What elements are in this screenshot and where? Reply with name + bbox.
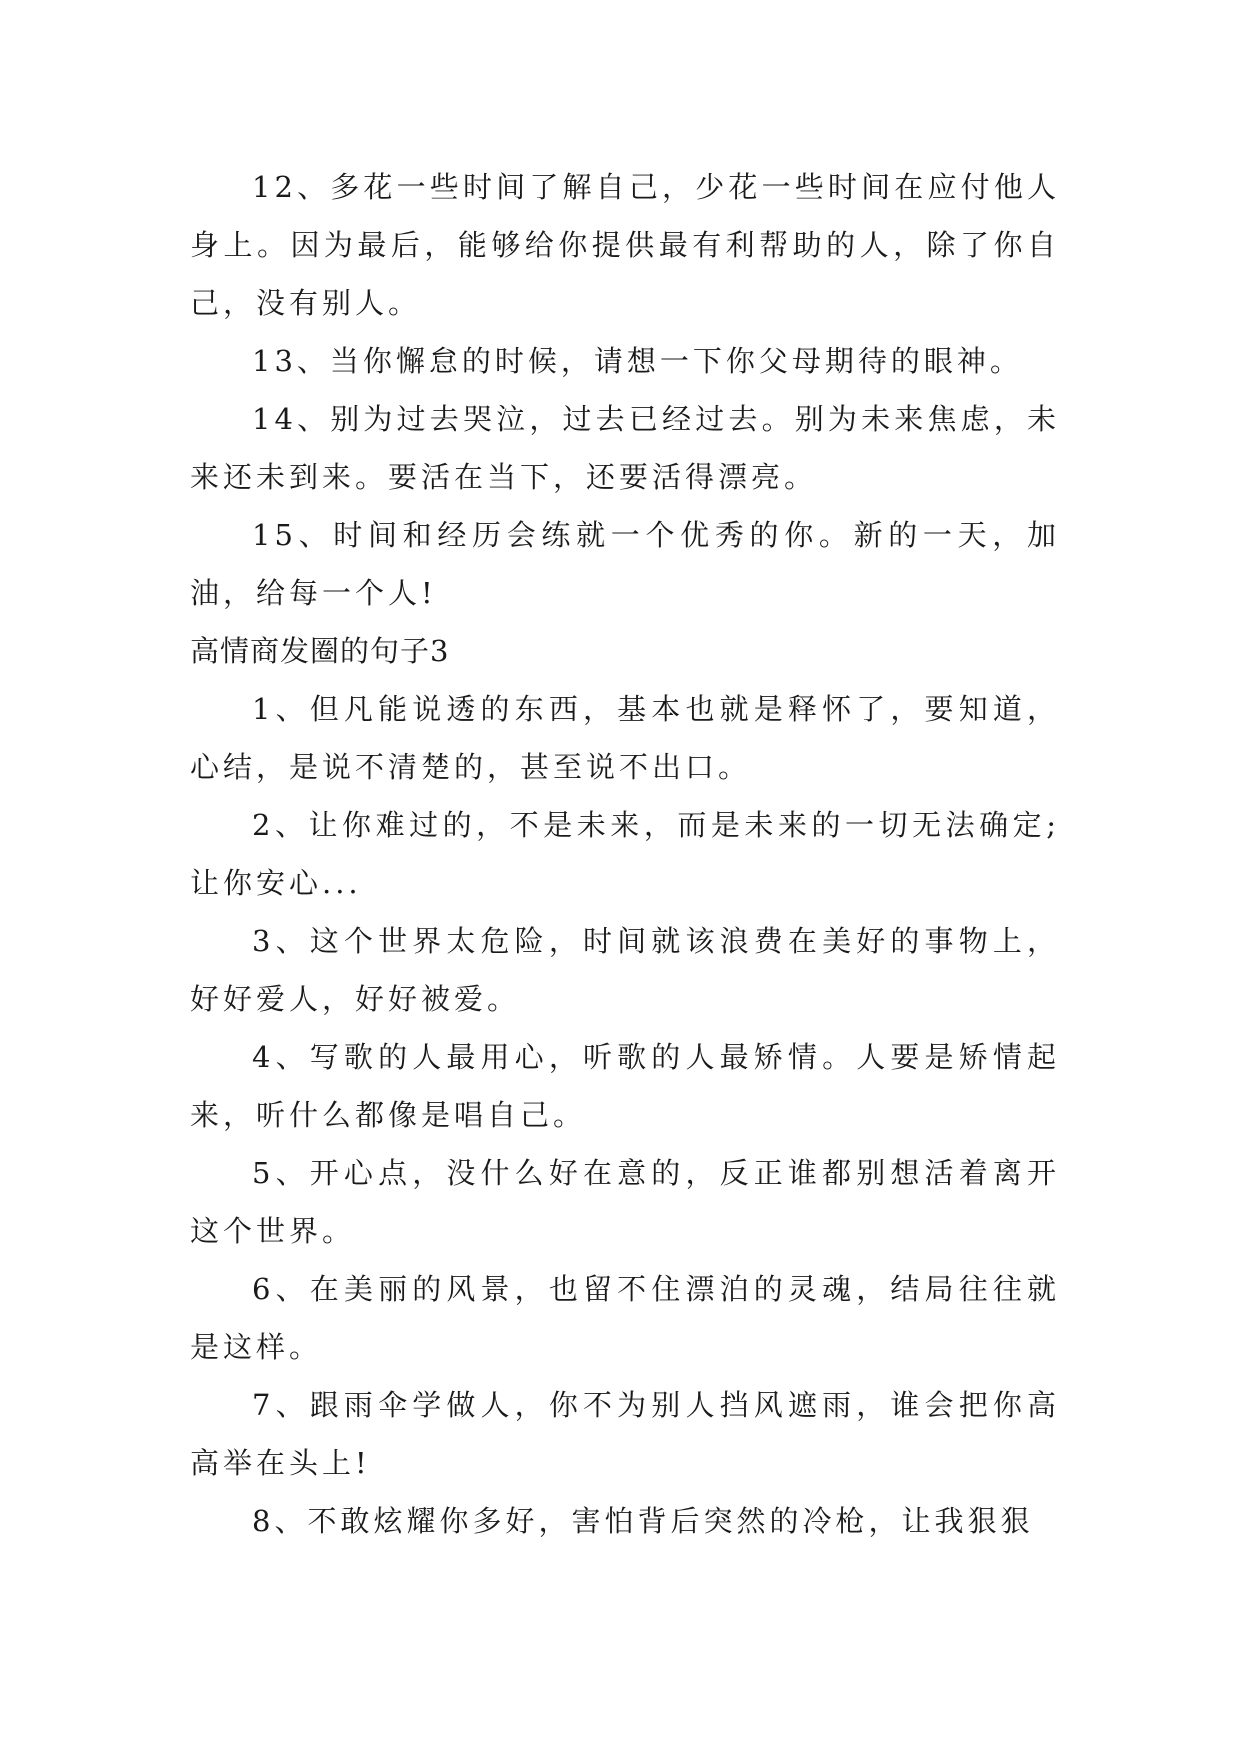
paragraph-item-4: 4、写歌的人最用心，听歌的人最矫情。人要是矫情起来，听什么都像是唱自己。 <box>190 1040 1060 1132</box>
paragraph-item-8: 8、不敢炫耀你多好，害怕背后突然的冷枪，让我狠狠 <box>252 1504 1034 1538</box>
paragraph-item-15: 15、时间和经历会练就一个优秀的你。新的一天，加油，给每一个人! <box>190 518 1060 610</box>
paragraph-item-6: 6、在美丽的风景，也留不住漂泊的灵魂，结局往往就是这样。 <box>190 1272 1060 1364</box>
document-body <box>190 158 1060 1550</box>
paragraph-item-13: 13、当你懈怠的时候，请想一下你父母期待的眼神。 <box>252 344 1023 378</box>
paragraph-item-1: 1、但凡能说透的东西，基本也就是释怀了，要知道，心结，是说不清楚的，甚至说不出口。 <box>190 692 1060 784</box>
paragraph-item-14: 14、别为过去哭泣，过去已经过去。别为未来焦虑，未来还未到来。要活在当下，还要活得漂亮。 <box>190 402 1060 494</box>
paragraph-item-5: 5、开心点，没什么好在意的，反正谁都别想活着离开这个世界。 <box>190 1156 1060 1248</box>
paragraph-item-2: 2、让你难过的，不是未来，而是未来的一切无法确定;让你安心... <box>190 808 1060 900</box>
paragraph-item-3: 3、这个世界太危险，时间就该浪费在美好的事物上，好好爱人，好好被爱。 <box>190 924 1060 1016</box>
section-heading: 高情商发圈的句子3 <box>190 634 450 668</box>
paragraph-item-7: 7、跟雨伞学做人，你不为别人挡风遮雨，谁会把你高高举在头上! <box>190 1388 1060 1480</box>
paragraph-item-12: 12、多花一些时间了解自己，少花一些时间在应付他人身上。因为最后，能够给你提供最有利帮助的人，除了你自己，没有别人。 <box>190 170 1060 320</box>
